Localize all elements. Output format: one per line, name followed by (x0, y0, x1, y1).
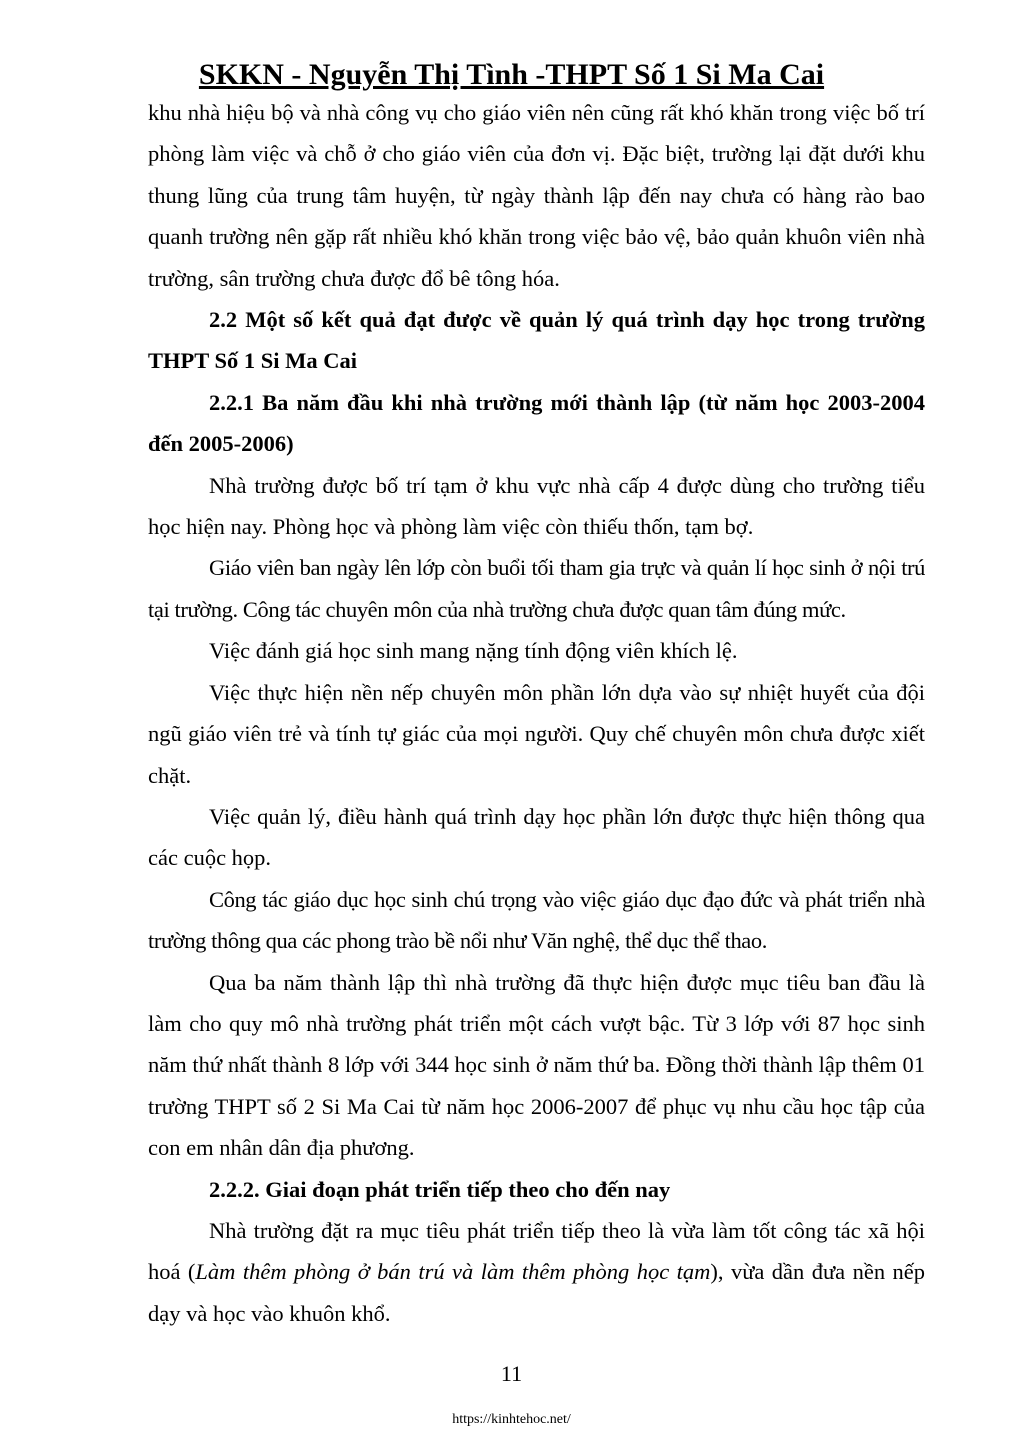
paragraph-continuation: khu nhà hiệu bộ và nhà công vụ cho giáo viên nên cũng rất khó khăn trong việc bố trí phòng làm việc và chỗ ở cho giáo viên của đơn vị. Đặc biệt, trường lại đặt dưới khu thung lũng của trung tâm huyện, từ ngày thành lập đến nay chưa có hàng rào bao quanh trường nên gặp rất nhiều khó khăn trong việc bảo vệ, bảo quản khuôn viên nhà trường, sân trường chưa được đổ bê tông hóa. (148, 100, 925, 291)
document-body (148, 92, 925, 1334)
paragraph: Qua ba năm thành lập thì nhà trường đã thực hiện được mục tiêu ban đầu là làm cho quy mô nhà trường phát triển một cách vượt bậc. Từ 3 lớp với 87 học sinh năm thứ nhất thành 8 lớp với 344 học sinh ở năm thứ ba. Đồng thời thành lập thêm 01 trường THPT số 2 Si Ma Cai từ năm học 2006-2007 để phục vụ nhu cầu học tập của con em nhân dân địa phương. (148, 969, 925, 1161)
page-number: 11 (500, 1361, 523, 1386)
section-heading-2-2-2: 2.2.2. Giai đoạn phát triển tiếp theo cho đến nay (209, 1176, 671, 1202)
paragraph: Việc đánh giá học sinh mang nặng tính động viên khích lệ. (209, 638, 738, 664)
paragraph: Nhà trường được bố trí tạm ở khu vực nhà cấp 4 được dùng cho trường tiểu học hiện nay. Phòng học và phòng làm việc còn thiếu thốn, tạm bợ. (148, 472, 925, 540)
paragraph (148, 1210, 925, 1334)
paragraph-text: ), vừa dần đưa nền nếp dạy và học vào khuôn khổ. (148, 1259, 925, 1326)
paragraph: Công tác giáo dục học sinh chú trọng vào việc giáo dục đạo đức và phát triển nhà trường thông qua các phong trào bề nổi như Văn nghệ, thể dục thể thao. (148, 886, 925, 954)
footer-url: https://kinhtehoc.net/ (452, 1412, 571, 1427)
page-header-title: SKKN - Nguyễn Thị Tình -THPT Số 1 Si Ma Cai (198, 58, 825, 91)
section-heading-2-2: 2.2 Một số kết quả đạt được về quản lý quá trình dạy học trong trường THPT Số 1 Si Ma Cai (148, 307, 925, 374)
paragraph: Giáo viên ban ngày lên lớp còn buổi tối tham gia trực và quản lí học sinh ở nội trú tại trường. Công tác chuyên môn của nhà trường chưa được quan tâm đúng mức. (148, 555, 925, 622)
section-heading-2-2-1: 2.2.1 Ba năm đầu khi nhà trường mới thành lập (từ năm học 2003-2004 đến 2005-2006) (148, 389, 925, 457)
emphasis-text: Làm thêm phòng ở bán trú và làm thêm phòng học tạm (195, 1259, 711, 1285)
paragraph: Việc quản lý, điều hành quá trình dạy học phần lớn được thực hiện thông qua các cuộc họp. (148, 803, 925, 871)
paragraph-text: Nhà trường đặt ra mục tiêu phát triển tiếp theo là vừa làm tốt công tác xã hội hoá ( (148, 1217, 925, 1285)
paragraph: Việc thực hiện nền nếp chuyên môn phần lớn dựa vào sự nhiệt huyết của đội ngũ giáo viên trẻ và tính tự giác của mọi người. Quy chế chuyên môn chưa được xiết chặt. (148, 679, 925, 788)
